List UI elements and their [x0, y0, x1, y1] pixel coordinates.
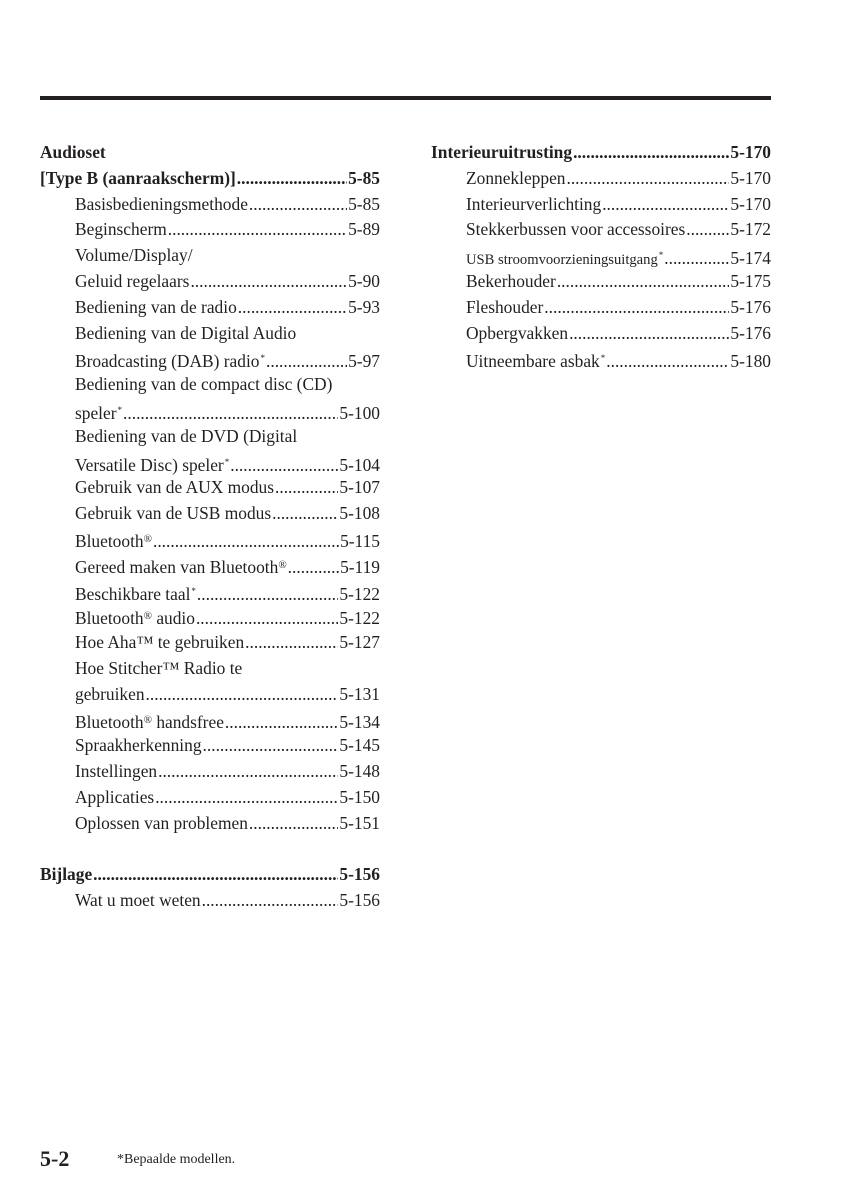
leader-dots: [544, 295, 729, 321]
toc-entry-cd-line1[interactable]: [40, 372, 380, 398]
leader-dots: [238, 295, 347, 321]
entry-page: 5-148: [339, 761, 380, 782]
entry-title: Hoe Stitcher™ Radio te: [75, 657, 243, 678]
entry-title: [Type B (aanraakscherm)]: [40, 167, 236, 188]
entry-title: speler*: [75, 402, 123, 423]
leader-dots: [168, 217, 347, 243]
toc-entry-dvd-line1[interactable]: [40, 424, 380, 450]
toc-entry-verlichting[interactable]: [431, 192, 771, 218]
leader-dots: [569, 321, 729, 347]
entry-page: 5-176: [730, 296, 771, 317]
entry-page: 5-156: [339, 890, 380, 911]
leader-dots: [197, 582, 339, 608]
entry-title: Hoe Aha™ te gebruiken: [75, 632, 245, 653]
toc-entry-stitcher-line1[interactable]: [40, 656, 380, 682]
entry-title: Broadcasting (DAB) radio*: [75, 351, 265, 372]
registered-mark: ®: [143, 610, 152, 623]
leader-dots: [196, 606, 338, 632]
leader-dots: [93, 862, 338, 888]
leader-dots: [155, 785, 338, 811]
leader-dots: [225, 710, 339, 736]
entry-title: Bluetooth® audio: [75, 608, 195, 629]
entry-page: 5-93: [348, 296, 380, 317]
entry-page: 5-85: [348, 167, 380, 188]
entry-title: Bediening van de radio: [75, 296, 237, 317]
entry-page: 5-108: [339, 503, 380, 524]
leader-dots: [158, 759, 338, 785]
toc-entry-aha[interactable]: [40, 630, 380, 656]
entry-page: 5-104: [339, 454, 380, 475]
leader-dots: [288, 555, 339, 581]
entry-page: 5-175: [730, 270, 771, 291]
toc-entry-oplossen[interactable]: [40, 811, 380, 837]
entry-title: Bediening van de compact disc (CD): [75, 374, 333, 395]
leader-dots: [606, 349, 729, 375]
page-number: 5-2: [40, 1146, 70, 1171]
entry-page: 5-97: [348, 351, 380, 372]
entry-title: Bediening van de Digital Audio: [75, 322, 297, 343]
toc-entry-applicaties[interactable]: [40, 785, 380, 811]
entry-title: Gereed maken van Bluetooth®: [75, 556, 287, 577]
toc-entry-opbergvakken[interactable]: [431, 321, 771, 347]
toc-entry-fleshouder[interactable]: [431, 295, 771, 321]
entry-title: Gebruik van de AUX modus: [75, 477, 274, 498]
entry-page: 5-85: [348, 193, 380, 214]
toc-entry-bluetooth[interactable]: [40, 527, 380, 553]
leader-dots: [203, 733, 339, 759]
asterisk-mark: *: [191, 585, 196, 596]
toc-entry-instellingen[interactable]: [40, 759, 380, 785]
heading-text: Audioset: [40, 142, 106, 162]
toc-section-interieur[interactable]: [431, 140, 771, 166]
entry-title: Bijlage: [40, 864, 93, 885]
toc-entry-radio[interactable]: [40, 295, 380, 321]
entry-title: gebruiken: [75, 683, 145, 704]
entry-title: Interieurverlichting: [466, 193, 602, 214]
leader-dots: [602, 192, 729, 218]
toc-entry-taal[interactable]: [40, 579, 380, 605]
entry-title: Bluetooth® handsfree: [75, 711, 224, 732]
entry-page: 5-107: [339, 477, 380, 498]
leader-dots: [566, 166, 729, 192]
entry-title: Oplossen van problemen: [75, 812, 248, 833]
toc-entry-usb-stroom[interactable]: [431, 243, 771, 269]
asterisk-mark: *: [658, 250, 664, 261]
entry-page: 5-100: [339, 402, 380, 423]
entry-page: 5-145: [339, 735, 380, 756]
entry-title: Instellingen: [75, 761, 158, 782]
entry-page: 5-119: [340, 556, 380, 577]
toc-entry-volume[interactable]: [40, 269, 380, 295]
entry-page: 5-176: [730, 322, 771, 343]
footnote: *Bepaalde modellen.: [117, 1152, 236, 1167]
toc-entry-beginscherm[interactable]: [40, 217, 380, 243]
entry-title: Uitneembare asbak*: [466, 351, 606, 372]
entry-page: 5-180: [730, 351, 771, 372]
entry-page: 5-122: [339, 608, 380, 629]
entry-title: Zonnekleppen: [466, 167, 566, 188]
toc-entry-stekkerbussen[interactable]: [431, 217, 771, 243]
leader-dots: [557, 269, 730, 295]
entry-page: 5-122: [339, 583, 380, 604]
toc-entry-spraak[interactable]: [40, 733, 380, 759]
leader-dots: [272, 501, 338, 527]
entry-title: Bluetooth®: [75, 530, 152, 551]
entry-title: Gebruik van de USB modus: [75, 503, 272, 524]
asterisk-mark: *: [600, 353, 606, 364]
toc-right-column: [431, 140, 771, 372]
leader-dots: [686, 217, 729, 243]
registered-mark: ®: [143, 713, 152, 726]
entry-title: Versatile Disc) speler*: [75, 454, 230, 475]
entry-page: 5-156: [339, 864, 380, 885]
toc-entry-asbak[interactable]: [431, 346, 771, 372]
toc-entry-zonnekleppen[interactable]: [431, 166, 771, 192]
leader-dots: [249, 811, 339, 837]
toc-entry-stitcher[interactable]: [40, 682, 380, 708]
toc-entry-bekerhouder[interactable]: [431, 269, 771, 295]
entry-title: Beschikbare taal*: [75, 583, 196, 604]
entry-page: 5-150: [339, 786, 380, 807]
entry-title: Bediening van de DVD (Digital: [75, 425, 298, 446]
entry-title: Beginscherm: [75, 219, 167, 240]
entry-title: Interieuruitrusting: [431, 142, 573, 162]
leader-dots: [146, 682, 339, 708]
registered-mark: ®: [278, 558, 287, 571]
entry-title: Applicaties: [75, 786, 155, 807]
entry-title: Volume/Display/: [75, 245, 193, 266]
toc-heading-audioset: [40, 140, 380, 166]
entry-page: 5-127: [339, 632, 380, 653]
entry-page: 5-174: [730, 248, 771, 269]
entry-title: Basisbedieningsmethode: [75, 193, 248, 214]
entry-page: 5-170: [730, 193, 771, 214]
leader-dots: [245, 630, 338, 656]
entry-title: USB stroomvoorzieningsuitgang*: [466, 250, 664, 269]
asterisk-mark: *: [260, 353, 265, 364]
entry-title: Wat u moet weten: [75, 890, 201, 911]
asterisk-mark: *: [117, 404, 123, 415]
entry-page: 5-170: [730, 167, 771, 188]
entry-page: 5-90: [348, 270, 380, 291]
entry-page: 5-151: [339, 812, 380, 833]
toc-section-bijlage[interactable]: [40, 862, 380, 888]
registered-mark: ®: [143, 532, 152, 545]
entry-page: 5-131: [339, 683, 380, 704]
toc-entry-usb[interactable]: [40, 501, 380, 527]
asterisk-mark: *: [224, 456, 230, 467]
entry-title: Opbergvakken: [466, 322, 569, 343]
toc-entry-basis[interactable]: [40, 192, 380, 218]
toc-entry-dab-line1[interactable]: [40, 321, 380, 347]
entry-page: 5-89: [348, 219, 380, 240]
entry-page: 5-170: [730, 142, 771, 162]
leader-dots: [153, 529, 339, 555]
leader-dots: [237, 166, 347, 192]
leader-dots: [190, 269, 347, 295]
toc-entry-bluetooth-handsfree[interactable]: [40, 708, 380, 734]
toc-entry-weten[interactable]: [40, 888, 380, 914]
entry-page: 5-115: [340, 530, 380, 551]
spacer: [40, 837, 380, 863]
leader-dots: [573, 140, 729, 166]
leader-dots: [202, 888, 339, 914]
toc-entry-dvd[interactable]: [40, 450, 380, 476]
toc-entry-bluetooth-prep[interactable]: [40, 553, 380, 579]
entry-title: Fleshouder: [466, 296, 544, 317]
toc-entry-aux[interactable]: [40, 475, 380, 501]
entry-page: 5-134: [339, 711, 380, 732]
toc-section-type-b[interactable]: [40, 166, 380, 192]
entry-title: Bekerhouder: [466, 270, 556, 291]
leader-dots: [275, 475, 338, 501]
entry-title: Stekkerbussen voor accessoires: [466, 219, 686, 240]
toc-entry-cd[interactable]: [40, 398, 380, 424]
entry-title: Geluid regelaars: [75, 270, 190, 291]
top-rule: [40, 96, 771, 100]
leader-dots: [249, 192, 347, 218]
entry-title: Spraakherkenning: [75, 735, 202, 756]
toc-left-column: [40, 140, 380, 914]
toc-entry-volume-line1[interactable]: [40, 243, 380, 269]
toc-entry-bluetooth-audio[interactable]: [40, 604, 380, 630]
entry-page: 5-172: [730, 219, 771, 240]
toc-entry-dab[interactable]: [40, 346, 380, 372]
